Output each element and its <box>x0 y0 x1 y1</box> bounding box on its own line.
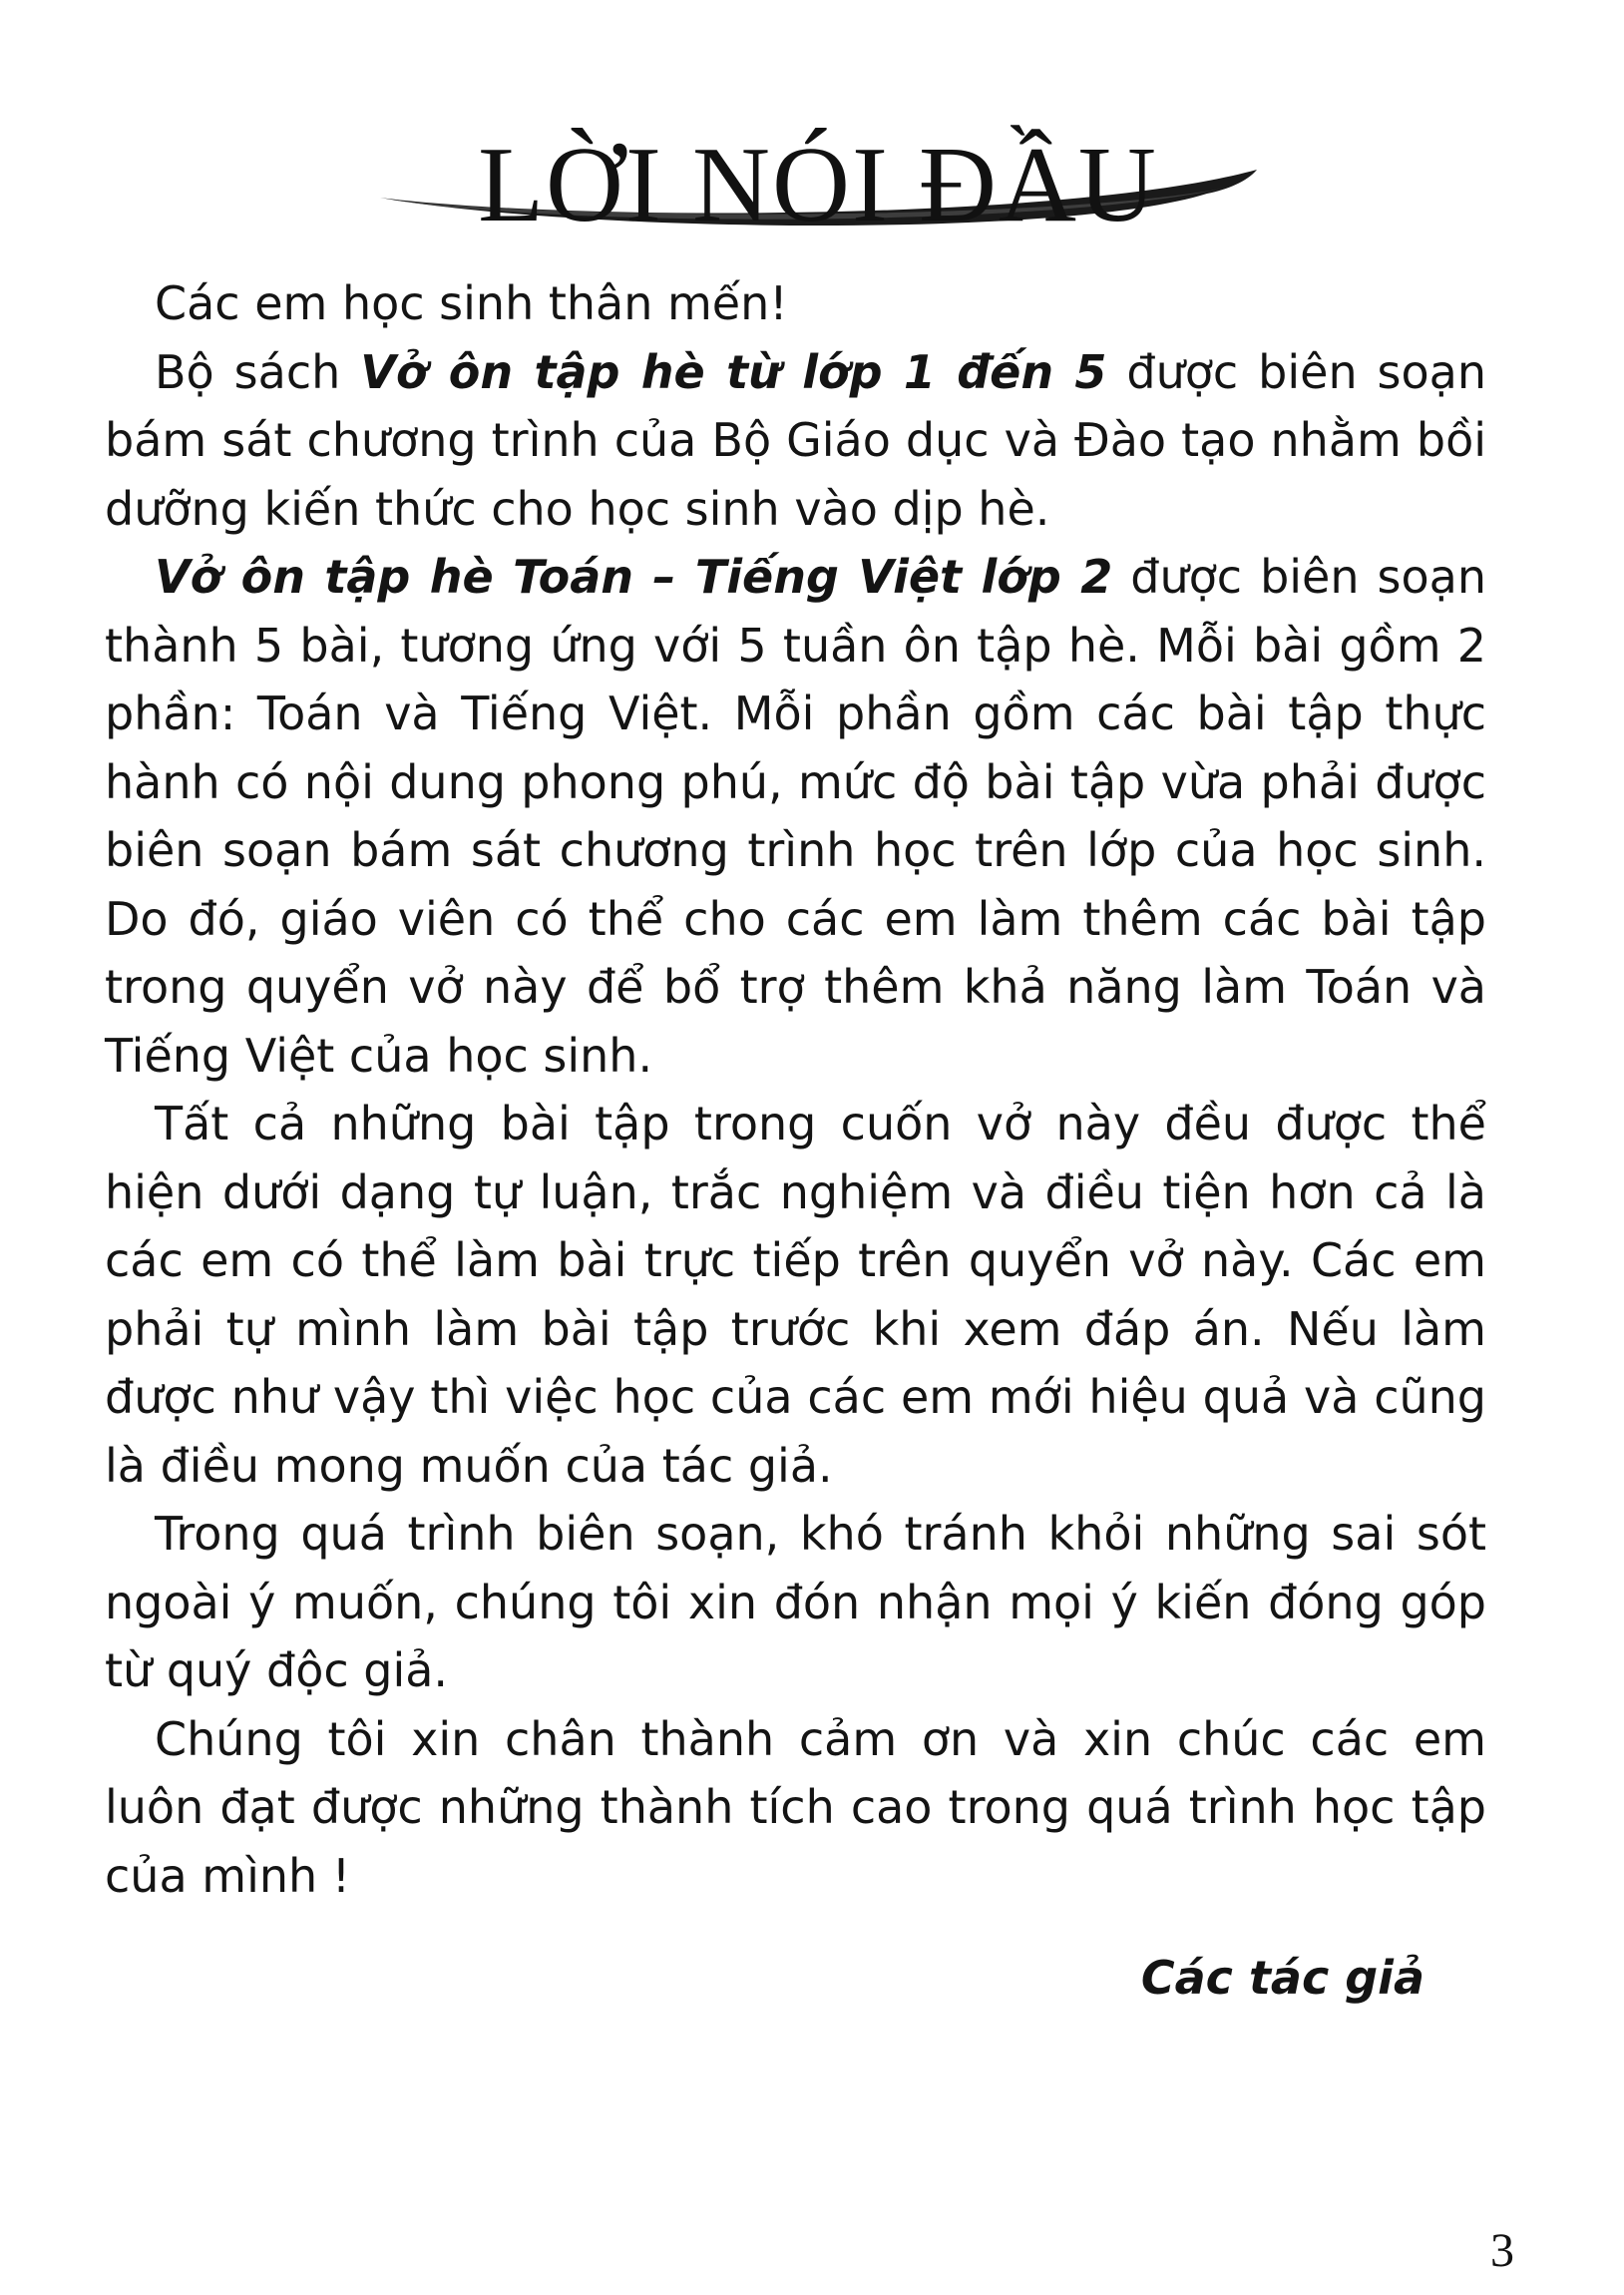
paragraph-1-lead: Bộ sách <box>155 344 361 399</box>
page-title: LỜI NÓI ĐẦU <box>478 126 1158 244</box>
paragraph-1-rest: được biên soạn bám sát chương trình của Bộ Giáo dục và Đào tạo nhằm bồi dưỡng kiến thức cho học sinh vào dịp hè. <box>105 344 1487 536</box>
title-block <box>369 110 1267 259</box>
paragraph-1 <box>105 338 1486 544</box>
paragraph-3: Tất cả những bài tập trong cuốn vở này đều được thể hiện dưới dạng tự luận, trắc nghiệm và điều tiện hơn cả là các em có thể làm bài trực tiếp trên quyển vở này. Các em phải tự mình làm bài tập trước khi xem đáp án. Nếu làm được như vậy thì việc học của các em mới hiệu quả và cũng là điều mong muốn của tác giả. <box>105 1097 1486 1493</box>
paragraph-5: Chúng tôi xin chân thành cảm ơn và xin chúc các em luôn đạt được những thành tích cao trong quá trình học tập của mình ! <box>105 1711 1486 1903</box>
book-series-title: Vở ôn tập hè từ lớp 1 đến 5 <box>360 344 1107 399</box>
paragraph-4: Trong quá trình biên soạn, khó tránh khỏi những sai sót ngoài ý muốn, chúng tôi xin đón nhận mọi ý kiến đóng góp từ quý độc giả. <box>105 1507 1486 1697</box>
paragraph-2 <box>105 543 1486 1090</box>
paragraph-2-rest: được biên soạn thành 5 bài, tương ứng với 5 tuần ôn tập hè. Mỗi bài gồm 2 phần: Toán và Tiếng Việt. Mỗi phần gồm các bài tập thực hành có nội dung phong phú, mức độ bài tập vừa phải được biên soạn bám sát chương trình học trên lớp của học sinh. Do đó, giáo viên có thể cho các em làm thêm các bài tập trong quyển vở này để bổ trợ thêm khả năng làm Toán và Tiếng Việt của học sinh. <box>105 550 1486 1083</box>
preface-body <box>105 269 1486 1910</box>
greeting-paragraph: Các em học sinh thân mến! <box>155 276 788 330</box>
book-title: Vở ôn tập hè Toán – Tiếng Việt lớp 2 <box>155 550 1113 604</box>
page-number: 3 <box>1490 2224 1514 2277</box>
author-signature: Các tác giả <box>1140 1951 1424 2005</box>
